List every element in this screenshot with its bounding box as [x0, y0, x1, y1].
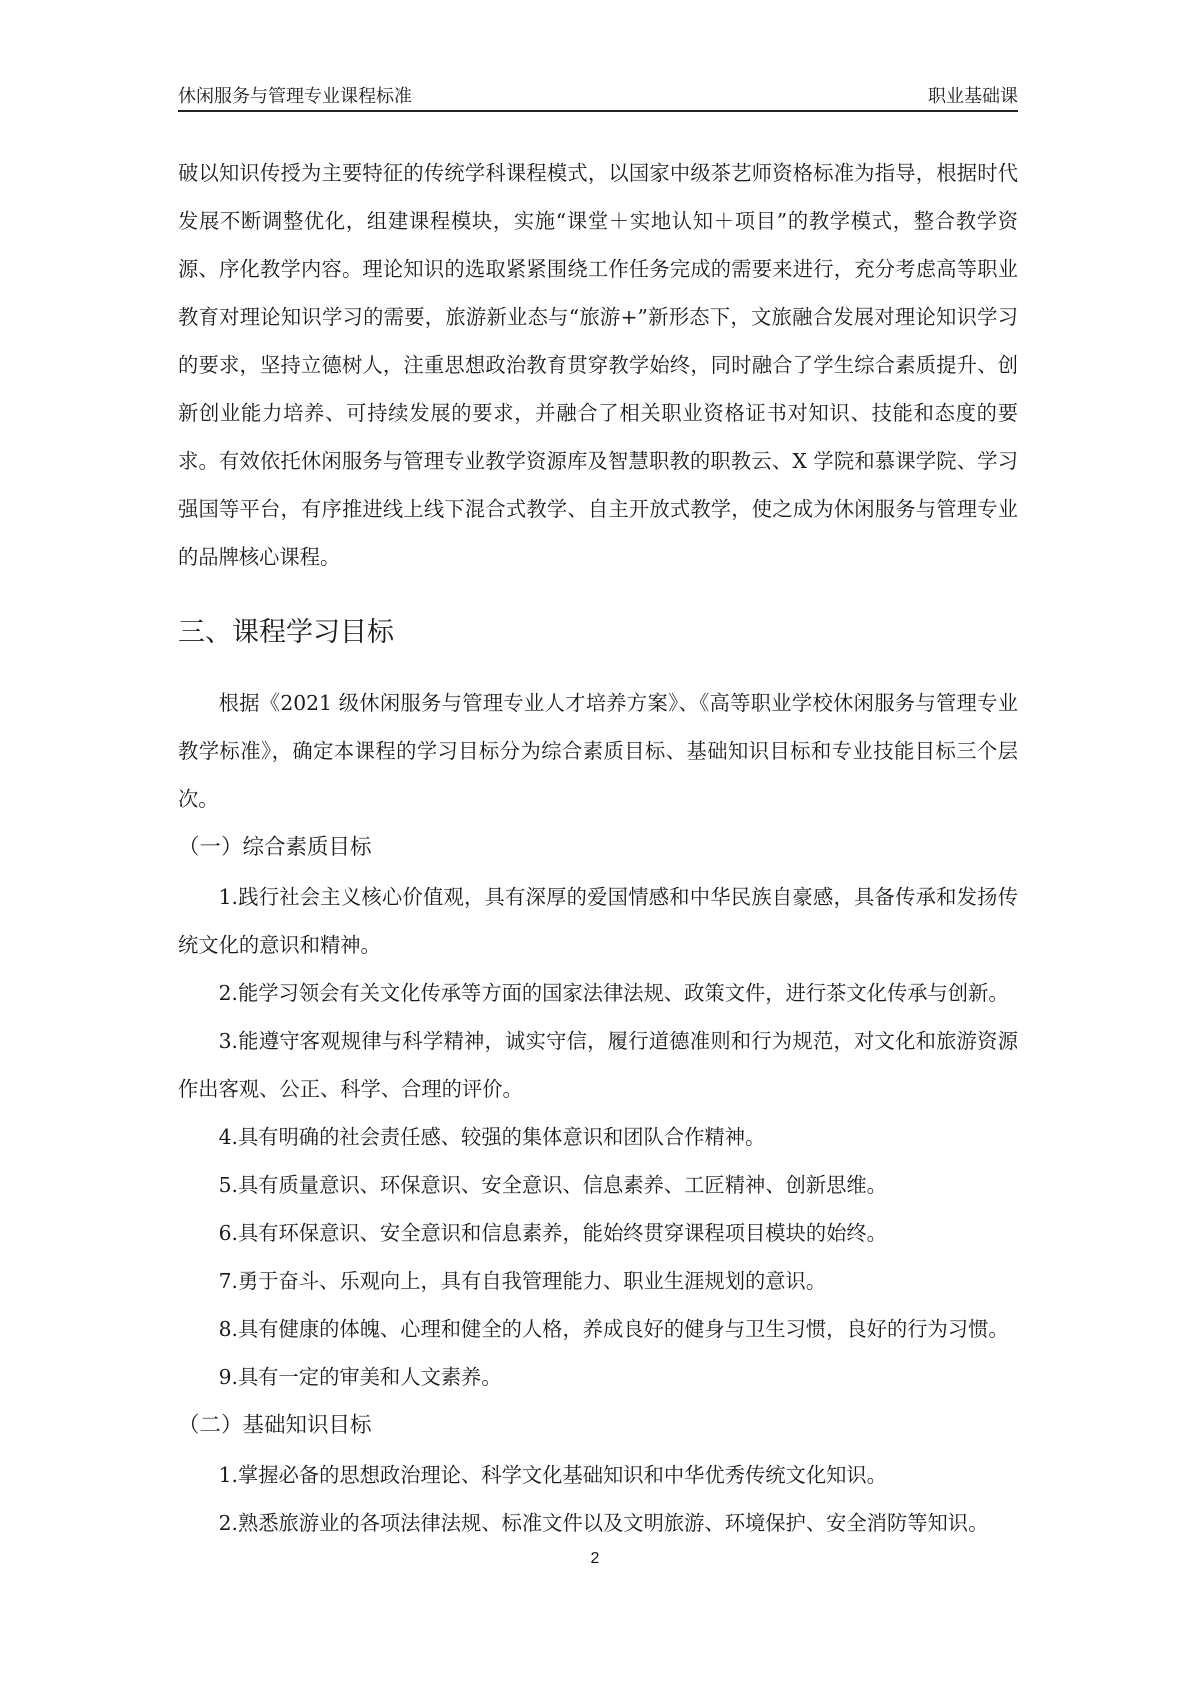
list-item: 2.能学习领会有关文化传承等方面的国家法律法规、政策文件，进行茶文化传承与创新。	[218, 981, 1009, 1005]
list-item: 3.能遵守客观规律与科学精神，诚实守信，履行道德准则和行为规范，对文化和旅游资源作出客观、公正、科学、合理的评价。	[178, 1029, 1018, 1101]
list-item: 4.具有明确的社会责任感、较强的集体意识和团队合作精神。	[218, 1125, 766, 1149]
knowledge-goals-list	[178, 1451, 1018, 1547]
list-item: 2.熟悉旅游业的各项法律法规、标准文件以及文明旅游、环境保护、安全消防等知识。	[218, 1511, 989, 1535]
list-item: 6.具有环保意识、安全意识和信息素养，能始终贯穿课程项目模块的始终。	[218, 1221, 887, 1245]
subsection-heading-knowledge-goals: （二）基础知识目标	[178, 1413, 372, 1438]
page-body	[178, 149, 1018, 1547]
header-category: 职业基础课	[928, 86, 1018, 107]
list-item: 5.具有质量意识、环保意识、安全意识、信息素养、工匠精神、创新思维。	[218, 1173, 887, 1197]
header-course-title: 休闲服务与管理专业课程标准	[178, 86, 412, 107]
intro-paragraph: 破以知识传授为主要特征的传统学科课程模式，以国家中级茶艺师资格标准为指导，根据时代发展不断调整优化，组建课程模块，实施“课堂＋实地认知＋项目”的教学模式，整合教学资源、序化教学内容。理论知识的选取紧紧围绕工作任务完成的需要来进行，充分考虑高等职业教育对理论知识学习的需要，旅游新业态与“旅游+”新形态下，文旅融合发展对理论知识学习的要求，坚持立德树人，注重思想政治教育贯穿教学始终，同时融合了学生综合素质提升、创新创业能力培养、可持续发展的要求，并融合了相关职业资格证书对知识、技能和态度的要求。有效依托休闲服务与管理专业教学资源库及智慧职教的职教云、X 学院和慕课学院、学习强国等平台，有序推进线上线下混合式教学、自主开放式教学，使之成为休闲服务与管理专业的品牌核心课程。	[178, 161, 1018, 569]
list-item: 7.勇于奋斗、乐观向上，具有自我管理能力、职业生涯规划的意识。	[218, 1269, 827, 1293]
list-item: 1.践行社会主义核心价值观，具有深厚的爱国情感和中华民族自豪感，具备传承和发扬传统文化的意识和精神。	[178, 885, 1018, 957]
section-heading-learning-goals: 三、课程学习目标	[178, 617, 394, 648]
list-item: 1.掌握必备的思想政治理论、科学文化基础知识和中华优秀传统文化知识。	[218, 1463, 887, 1487]
section-intro-paragraph: 根据《2021 级休闲服务与管理专业人才培养方案》、《高等职业学校休闲服务与管理专业教学标准》，确定本课程的学习目标分为综合素质目标、基础知识目标和专业技能目标三个层次。	[178, 691, 1018, 811]
list-item: 8.具有健康的体魄、心理和健全的人格，养成良好的健身与卫生习惯，良好的行为习惯。	[218, 1317, 1009, 1341]
page-header	[178, 82, 1018, 112]
page-number: 2	[590, 1550, 600, 1567]
header-divider	[178, 110, 1018, 112]
list-item: 9.具有一定的审美和人文素养。	[218, 1365, 502, 1389]
quality-goals-list	[178, 873, 1018, 1401]
subsection-heading-quality-goals: （一）综合素质目标	[178, 835, 372, 860]
